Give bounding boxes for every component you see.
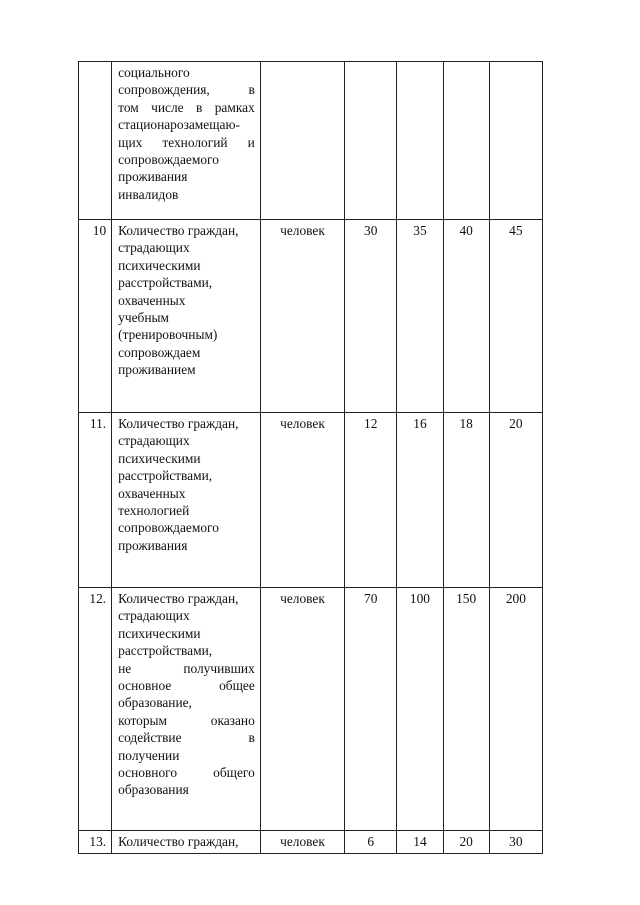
indicator-name-line: проживания [118, 537, 188, 553]
indicator-name-line: которым оказано [118, 712, 255, 728]
value-cell: 6 [345, 831, 397, 854]
indicator-name [112, 220, 261, 413]
indicator-name-line: проживанием [118, 362, 196, 378]
indicators-table [78, 61, 543, 854]
indicator-name-line: основного общего [118, 765, 255, 781]
unit-cell: человек [260, 220, 344, 413]
indicator-name-line: охваченных [118, 292, 186, 308]
indicator-name [112, 831, 261, 854]
indicator-name-line: образования [118, 782, 189, 798]
row-number [79, 62, 112, 220]
indicator-name-line: сопровождения, в [118, 82, 255, 98]
unit-cell: человек [260, 831, 344, 854]
indicator-name-line: образование, [118, 695, 192, 711]
indicator-name-line: инвалидов [118, 186, 179, 202]
indicator-name-line: получении [118, 747, 180, 763]
value-cell: 16 [397, 413, 443, 588]
indicator-name-line: психическими [118, 450, 201, 466]
indicator-name-line: сопровождаемого [118, 520, 219, 536]
unit-cell [260, 62, 344, 220]
indicator-name-line: расстройствами, [118, 275, 213, 291]
indicator-name-line: социального [118, 65, 190, 80]
indicator-name-line: Количество граждан, [118, 416, 239, 431]
indicator-name-line: (тренировочным) [118, 327, 218, 343]
table-row [79, 831, 543, 854]
value-cell [443, 62, 489, 220]
row-number: 11. [79, 413, 112, 588]
indicator-name-line: охваченных [118, 485, 186, 501]
indicator-name-line: расстройствами, [118, 468, 213, 484]
row-number: 13. [79, 831, 112, 854]
value-cell: 150 [443, 588, 489, 831]
indicator-name-line: проживания [118, 169, 188, 185]
row-number: 10 [79, 220, 112, 413]
value-cell: 35 [397, 220, 443, 413]
indicator-name-line: том числе в рамках [118, 99, 255, 115]
indicator-name-line: страдающих [118, 433, 190, 449]
indicator-name-line: Количество граждан, [118, 834, 239, 849]
indicator-name-line: технологией [118, 503, 190, 519]
value-cell [345, 62, 397, 220]
indicator-name-line: расстройствами, [118, 643, 213, 659]
value-cell: 18 [443, 413, 489, 588]
indicator-name-line: психическими [118, 625, 201, 641]
value-cell: 100 [397, 588, 443, 831]
indicator-name [112, 413, 261, 588]
indicator-name [112, 588, 261, 831]
value-cell: 20 [443, 831, 489, 854]
table-row [79, 220, 543, 413]
indicator-name-line: стационарозамещаю- [118, 117, 240, 133]
indicator-name-line: не получивших [118, 660, 255, 676]
value-cell: 40 [443, 220, 489, 413]
indicator-name-line: сопровождаемого [118, 152, 219, 168]
value-cell [489, 62, 542, 220]
value-cell: 45 [489, 220, 542, 413]
value-cell: 12 [345, 413, 397, 588]
indicator-name-line: Количество граждан, [118, 223, 239, 238]
value-cell: 30 [345, 220, 397, 413]
value-cell: 14 [397, 831, 443, 854]
indicator-name-line: сопровождаем [118, 344, 201, 360]
indicator-name-line: содействие в [118, 730, 255, 746]
indicator-name [112, 62, 261, 220]
indicator-name-line: страдающих [118, 240, 190, 256]
indicator-name-line: учебным [118, 310, 169, 326]
row-number: 12. [79, 588, 112, 831]
value-cell: 200 [489, 588, 542, 831]
indicator-name-line: страдающих [118, 608, 190, 624]
table-row [79, 588, 543, 831]
indicator-name-line: Количество граждан, [118, 591, 239, 606]
unit-cell: человек [260, 588, 344, 831]
unit-cell: человек [260, 413, 344, 588]
indicator-name-line: психическими [118, 257, 201, 273]
value-cell [397, 62, 443, 220]
table-row [79, 413, 543, 588]
indicator-name-line: щих технологий и [118, 134, 255, 150]
table-row [79, 62, 543, 220]
value-cell: 30 [489, 831, 542, 854]
indicator-name-line: основное общее [118, 678, 255, 694]
value-cell: 70 [345, 588, 397, 831]
value-cell: 20 [489, 413, 542, 588]
